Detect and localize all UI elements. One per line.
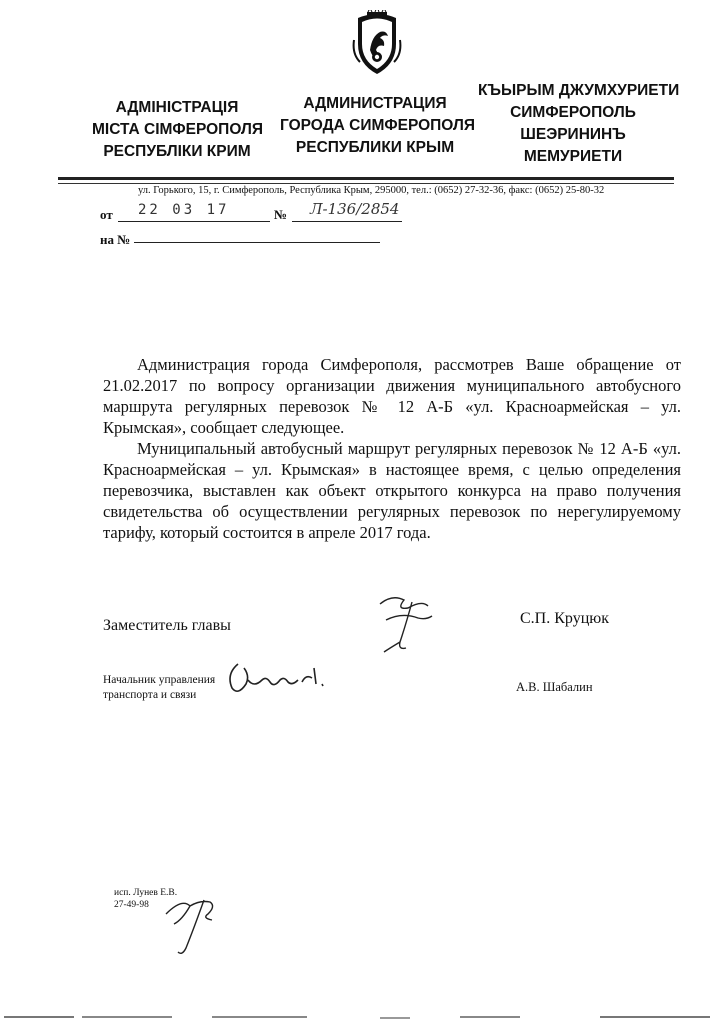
- head-title-line: Начальник управления: [103, 674, 216, 686]
- body-paragraph: Муниципальный автобусный маршрут регулярных перевозок № 12 А-Б «ул. Красноармейская – ул. Крымская» в настоящее время, с целью определения перевозчика, выставлен как объект открытого конкурса на право получения свидетельства об осуществлении регулярных перевозок по нерегулируемому тарифу, который состоится в апреле 2017 года.: [103, 439, 681, 542]
- executor-name: исп. Лунев Е.В.: [114, 888, 178, 898]
- number-label: №: [274, 207, 288, 222]
- date-underline: [118, 221, 270, 222]
- header-ukrainian: [92, 97, 262, 163]
- header-line: МЕМУРИЕТИ: [523, 148, 623, 165]
- head-title-line: транспорта и связи: [103, 689, 197, 701]
- header-divider-thick: [58, 177, 674, 180]
- header-divider-thin: [58, 183, 674, 184]
- scan-artifact-strip: [0, 1010, 725, 1024]
- deputy-signature-icon: [372, 590, 442, 660]
- executor-signature-icon: [160, 880, 230, 960]
- header-line: ШЕЭРИНИНЪ: [520, 126, 626, 143]
- header-line: РЕСПУБЛИКИ КРЫМ: [295, 139, 455, 156]
- reply-underline: [134, 242, 380, 243]
- header-line: РЕСПУБЛІКИ КРИМ: [103, 143, 251, 160]
- body-paragraph: Администрация города Симферополя, рассмотрев Ваше обращение от 21.02.2017 по вопросу организации движения муниципального автобусного маршрута регулярных перевозок № 12 А-Б «ул. Красноармейская – ул. Крымская», сообщает следующее.: [103, 355, 681, 437]
- header-line: ГОРОДА СИМФЕРОПОЛЯ: [280, 117, 475, 134]
- letter-number: Л-136/2854: [310, 200, 400, 218]
- from-label: от: [100, 207, 113, 222]
- reply-label: на №: [100, 232, 131, 247]
- deputy-title: Заместитель главы: [103, 617, 231, 634]
- executor-phone: 27-49-98: [114, 900, 149, 910]
- address-line: ул. Горького, 15, г. Симферополь, Республика Крым, 295000, тел.: (0652) 27-32-36, факс: (0652) 25-80-32: [138, 185, 605, 196]
- head-name: А.В. Шабалин: [516, 680, 593, 694]
- header-line: АДМИНИСТРАЦИЯ: [303, 95, 447, 112]
- header-line: КЪЫРЫМ ДЖУМХУРИЕТИ: [478, 82, 680, 99]
- number-underline: [292, 221, 402, 222]
- header-crimean-tatar: [478, 80, 680, 168]
- head-title: [103, 673, 215, 703]
- header-line: АДМІНІСТРАЦІЯ: [115, 99, 239, 116]
- head-signature-icon: [224, 654, 334, 704]
- header-line: СИМФЕРОПОЛЬ: [510, 104, 636, 121]
- crimea-coat-of-arms-icon: [350, 10, 404, 76]
- header-russian: [280, 93, 475, 159]
- letter-date: 22 03 17: [138, 202, 230, 218]
- deputy-name: С.П. Круцюк: [520, 610, 609, 627]
- letter-body: [103, 354, 681, 543]
- header-line: МІСТА СІМФЕРОПОЛЯ: [92, 121, 264, 138]
